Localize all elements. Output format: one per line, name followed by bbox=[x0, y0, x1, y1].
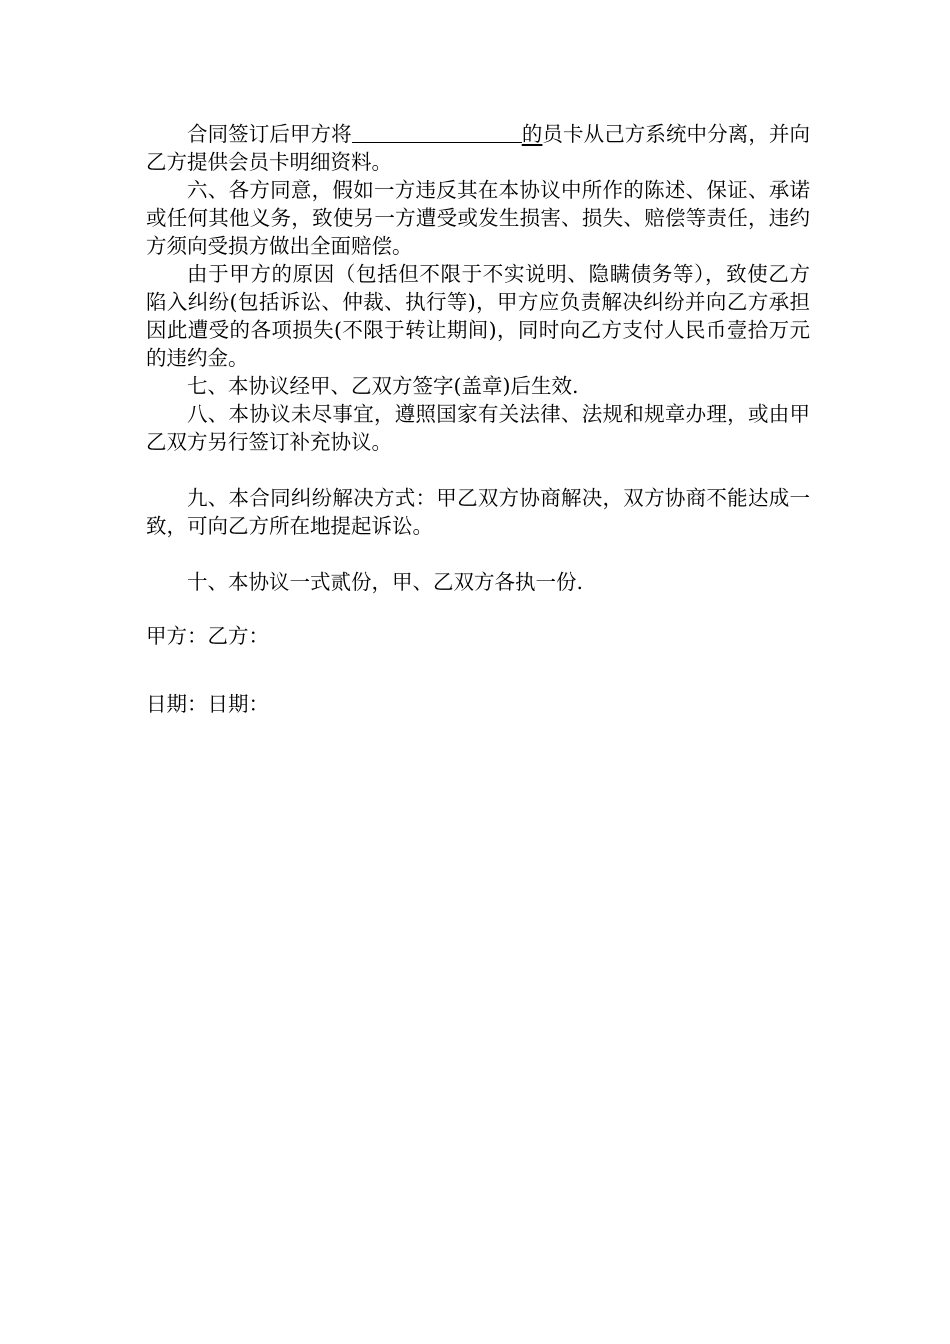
paragraph-clause-six: 六、各方同意，假如一方违反其在本协议中所作的陈述、保证、承诺或任何其他义务，致使另一方遭受或发生损害、损失、赔偿等责任，违约方须向受损方做出全面赔偿。 bbox=[146, 178, 810, 258]
paragraph-member-card-separation bbox=[146, 120, 810, 176]
spacer bbox=[146, 540, 810, 568]
contract-body bbox=[146, 120, 810, 596]
signature-dates-line: 日期：日期： bbox=[146, 692, 269, 716]
paragraph-clause-nine: 九、本合同纠纷解决方式：甲乙双方协商解决，双方协商不能达成一致，可向乙方所在地提起诉讼。 bbox=[146, 486, 810, 538]
paragraph-liability: 由于甲方的原因（包括但不限于不实说明、隐瞒债务等），致使乙方陷入纠纷(包括诉讼、仲裁、执行等)，甲方应负责解决纠纷并向乙方承担因此遭受的各项损失(不限于转让期间)，同时向乙方支付人民币壹拾万元的违约金。 bbox=[146, 262, 810, 370]
paragraph-clause-ten: 十、本协议一式贰份，甲、乙双方各执一份. bbox=[187, 570, 584, 594]
paragraph-clause-seven: 七、本协议经甲、乙双方签字(盖章)后生效. bbox=[187, 374, 579, 398]
paragraph-text: 合同签订后甲方将 bbox=[187, 122, 352, 146]
paragraph-text: 员卡从己方系统中分离，并向乙方提供会员卡明细资料。 bbox=[146, 122, 811, 174]
fill-in-blank bbox=[352, 122, 522, 143]
underlined-text: 的 bbox=[521, 122, 543, 146]
paragraph-clause-eight: 八、本协议未尽事宜，遵照国家有关法律、法规和规章办理，或由甲乙双方另行签订补充协议。 bbox=[146, 402, 810, 454]
signature-parties-line: 甲方：乙方： bbox=[146, 624, 269, 648]
spacer bbox=[146, 456, 810, 484]
